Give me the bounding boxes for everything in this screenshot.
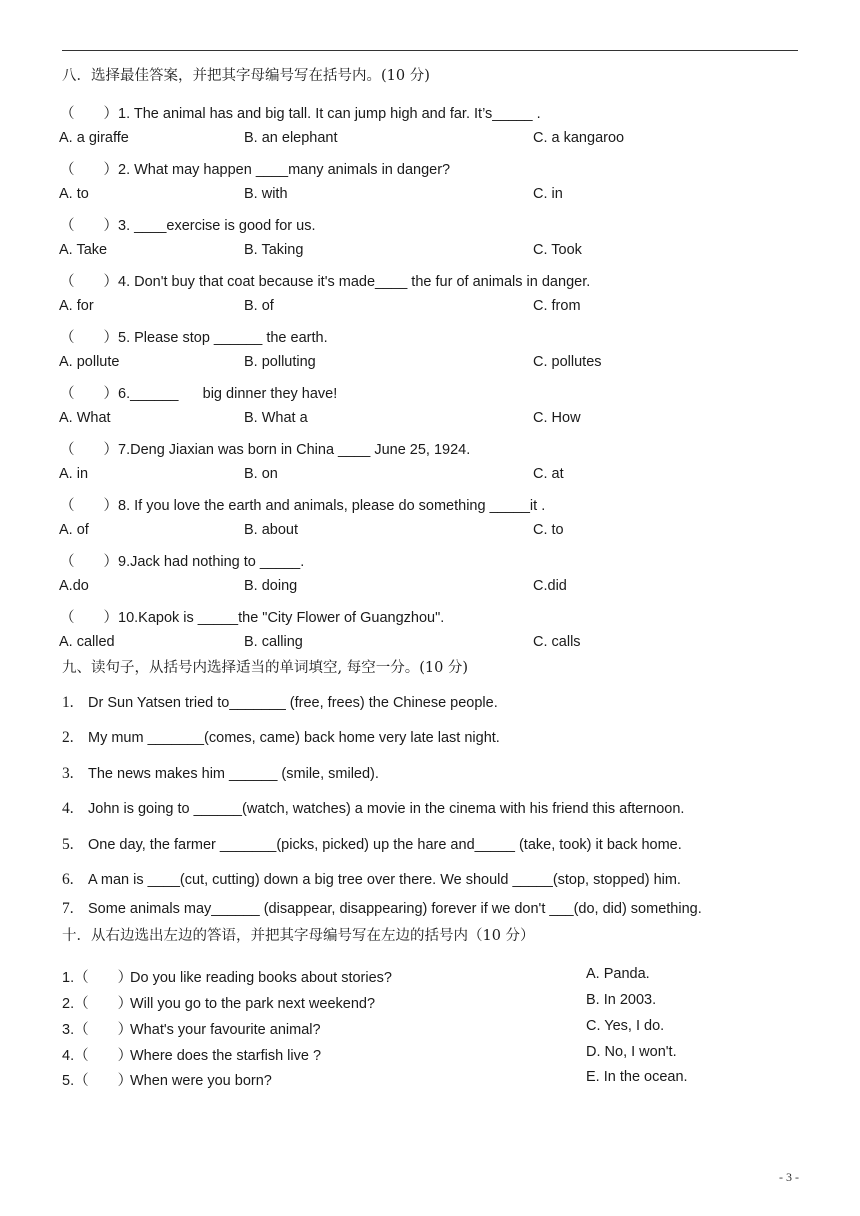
item-text: One day, the farmer _______(picks, picked) up the hare and_____ (take, took) it back home. [88, 837, 682, 853]
item-number: 7. [62, 900, 74, 917]
question-8 [60, 494, 545, 515]
question-4 [60, 270, 590, 291]
fill-item-7 [62, 900, 702, 918]
option-b: B. with [244, 186, 288, 202]
question-text: 10.Kapok is _____the "City Flower of Guangzhou". [118, 610, 445, 626]
item-number: 3.（ ） [62, 1022, 133, 1038]
option-b: B. an elephant [244, 130, 338, 146]
question-text: 6.______ big dinner they have! [118, 386, 338, 402]
item-text: Some animals may______ (disappear, disappearing) forever if we don't ___(do, did) something. [88, 901, 702, 917]
item-number: 5. [62, 836, 74, 853]
question-text: 8. If you love the earth and animals, please do something _____it . [118, 498, 546, 514]
match-question-4 [62, 1044, 321, 1065]
answer-paren: （ ） [60, 274, 118, 290]
option-c: C. calls [533, 634, 581, 650]
option-a: A. of [59, 522, 89, 538]
page-number: - 3 - [779, 1170, 799, 1184]
option-b: B. doing [244, 578, 298, 594]
item-text: John is going to ______(watch, watches) a movie in the cinema with his friend this afternoon. [88, 801, 685, 817]
item-number: 1.（ ） [62, 970, 133, 986]
option-c: C. a kangaroo [533, 130, 625, 146]
option-c: C.did [533, 578, 567, 594]
question-text: 9.Jack had nothing to _____. [118, 554, 305, 570]
section9-heading: 九、读句子，从括号内选择适当的单词填空, 每空一分。(10 分) [62, 660, 469, 676]
option-a: A. in [59, 466, 89, 482]
match-answer-e: E. In the ocean. [586, 1069, 688, 1085]
question-6 [60, 382, 337, 403]
option-a: A. to [59, 186, 89, 202]
answer-paren: （ ） [60, 106, 118, 122]
option-a: A.do [59, 578, 89, 594]
option-b: B. about [244, 522, 299, 538]
match-answer-a: A. Panda. [586, 966, 650, 982]
option-b: B. calling [244, 634, 303, 650]
option-b: B. of [244, 298, 274, 314]
question-5 [60, 326, 328, 347]
option-b: B. Taking [244, 242, 304, 258]
item-number: 4.（ ） [62, 1048, 133, 1064]
question-text: 4. Don't buy that coat because it's made____ the fur of animals in danger. [118, 274, 591, 290]
answer-paren: （ ） [60, 554, 118, 570]
question-9 [60, 550, 304, 571]
option-c: C. in [533, 186, 563, 202]
option-a: A. called [59, 634, 115, 650]
item-text: The news makes him ______ (smile, smiled). [88, 766, 379, 782]
answer-paren: （ ） [60, 386, 118, 402]
option-c: C. at [533, 466, 564, 482]
item-number: 3. [62, 765, 74, 782]
fill-item-4 [62, 800, 684, 818]
match-answer-c: C. Yes, I do. [586, 1018, 665, 1034]
header-rule [62, 50, 798, 51]
option-c: C. Took [533, 242, 582, 258]
fill-item-3 [62, 765, 379, 783]
option-a: A. Take [59, 242, 108, 258]
question-text: 3. ____exercise is good for us. [118, 218, 316, 234]
question-text: 5. Please stop ______ the earth. [118, 330, 328, 346]
match-answer-b: B. In 2003. [586, 992, 657, 1008]
item-number: 1. [62, 694, 74, 711]
question-text: 2. What may happen ____many animals in danger? [118, 162, 451, 178]
fill-item-1 [62, 694, 498, 712]
answer-paren: （ ） [60, 498, 118, 514]
answer-paren: （ ） [60, 218, 118, 234]
item-text: A man is ____(cut, cutting) down a big tree over there. We should _____(stop, stopped) him. [88, 872, 681, 888]
question-2 [60, 158, 450, 179]
question-1 [60, 102, 541, 123]
item-text: When were you born? [130, 1073, 272, 1089]
match-question-3 [62, 1018, 321, 1039]
item-text: Dr Sun Yatsen tried to_______ (free, frees) the Chinese people. [88, 695, 498, 711]
option-c: C. to [533, 522, 564, 538]
question-10 [60, 606, 444, 627]
match-question-5 [62, 1069, 272, 1090]
item-number: 2. [62, 729, 74, 746]
option-a: A. a giraffe [59, 130, 129, 146]
item-number: 4. [62, 800, 74, 817]
item-text: Where does the starfish live ? [130, 1048, 322, 1064]
option-a: A. pollute [59, 354, 120, 370]
question-3 [60, 214, 315, 235]
fill-item-2 [62, 729, 500, 747]
fill-item-6 [62, 871, 681, 889]
question-text: 7.Deng Jiaxian was born in China ____ June 25, 1924. [118, 442, 471, 458]
match-question-2 [62, 992, 375, 1013]
item-number: 5.（ ） [62, 1073, 133, 1089]
answer-paren: （ ） [60, 442, 118, 458]
section10-heading: 十．从右边选出左边的答语，并把其字母编号写在左边的括号内（10 分） [62, 928, 535, 944]
question-text: 1. The animal has and big tall. It can jump high and far. It’s_____ . [118, 106, 541, 122]
answer-paren: （ ） [60, 610, 118, 626]
answer-paren: （ ） [60, 162, 118, 178]
item-number: 6. [62, 871, 74, 888]
option-a: A. What [59, 410, 111, 426]
item-text: My mum _______(comes, came) back home very late last night. [88, 730, 500, 746]
option-b: B. on [244, 466, 278, 482]
item-number: 2.（ ） [62, 996, 133, 1012]
item-text: Do you like reading books about stories? [130, 970, 392, 986]
option-b: B. What a [244, 410, 308, 426]
match-question-1 [62, 966, 392, 987]
section8-heading: 八．选择最佳答案，并把其字母编号写在括号内。(10 分) [62, 68, 430, 84]
option-b: B. polluting [244, 354, 316, 370]
question-7 [60, 438, 470, 459]
item-text: Will you go to the park next weekend? [130, 996, 376, 1012]
option-a: A. for [59, 298, 94, 314]
option-c: C. How [533, 410, 581, 426]
match-answer-d: D. No, I won't. [586, 1044, 677, 1060]
fill-item-5 [62, 836, 682, 854]
item-text: What's your favourite animal? [130, 1022, 321, 1038]
option-c: C. from [533, 298, 581, 314]
answer-paren: （ ） [60, 330, 118, 346]
option-c: C. pollutes [533, 354, 602, 370]
